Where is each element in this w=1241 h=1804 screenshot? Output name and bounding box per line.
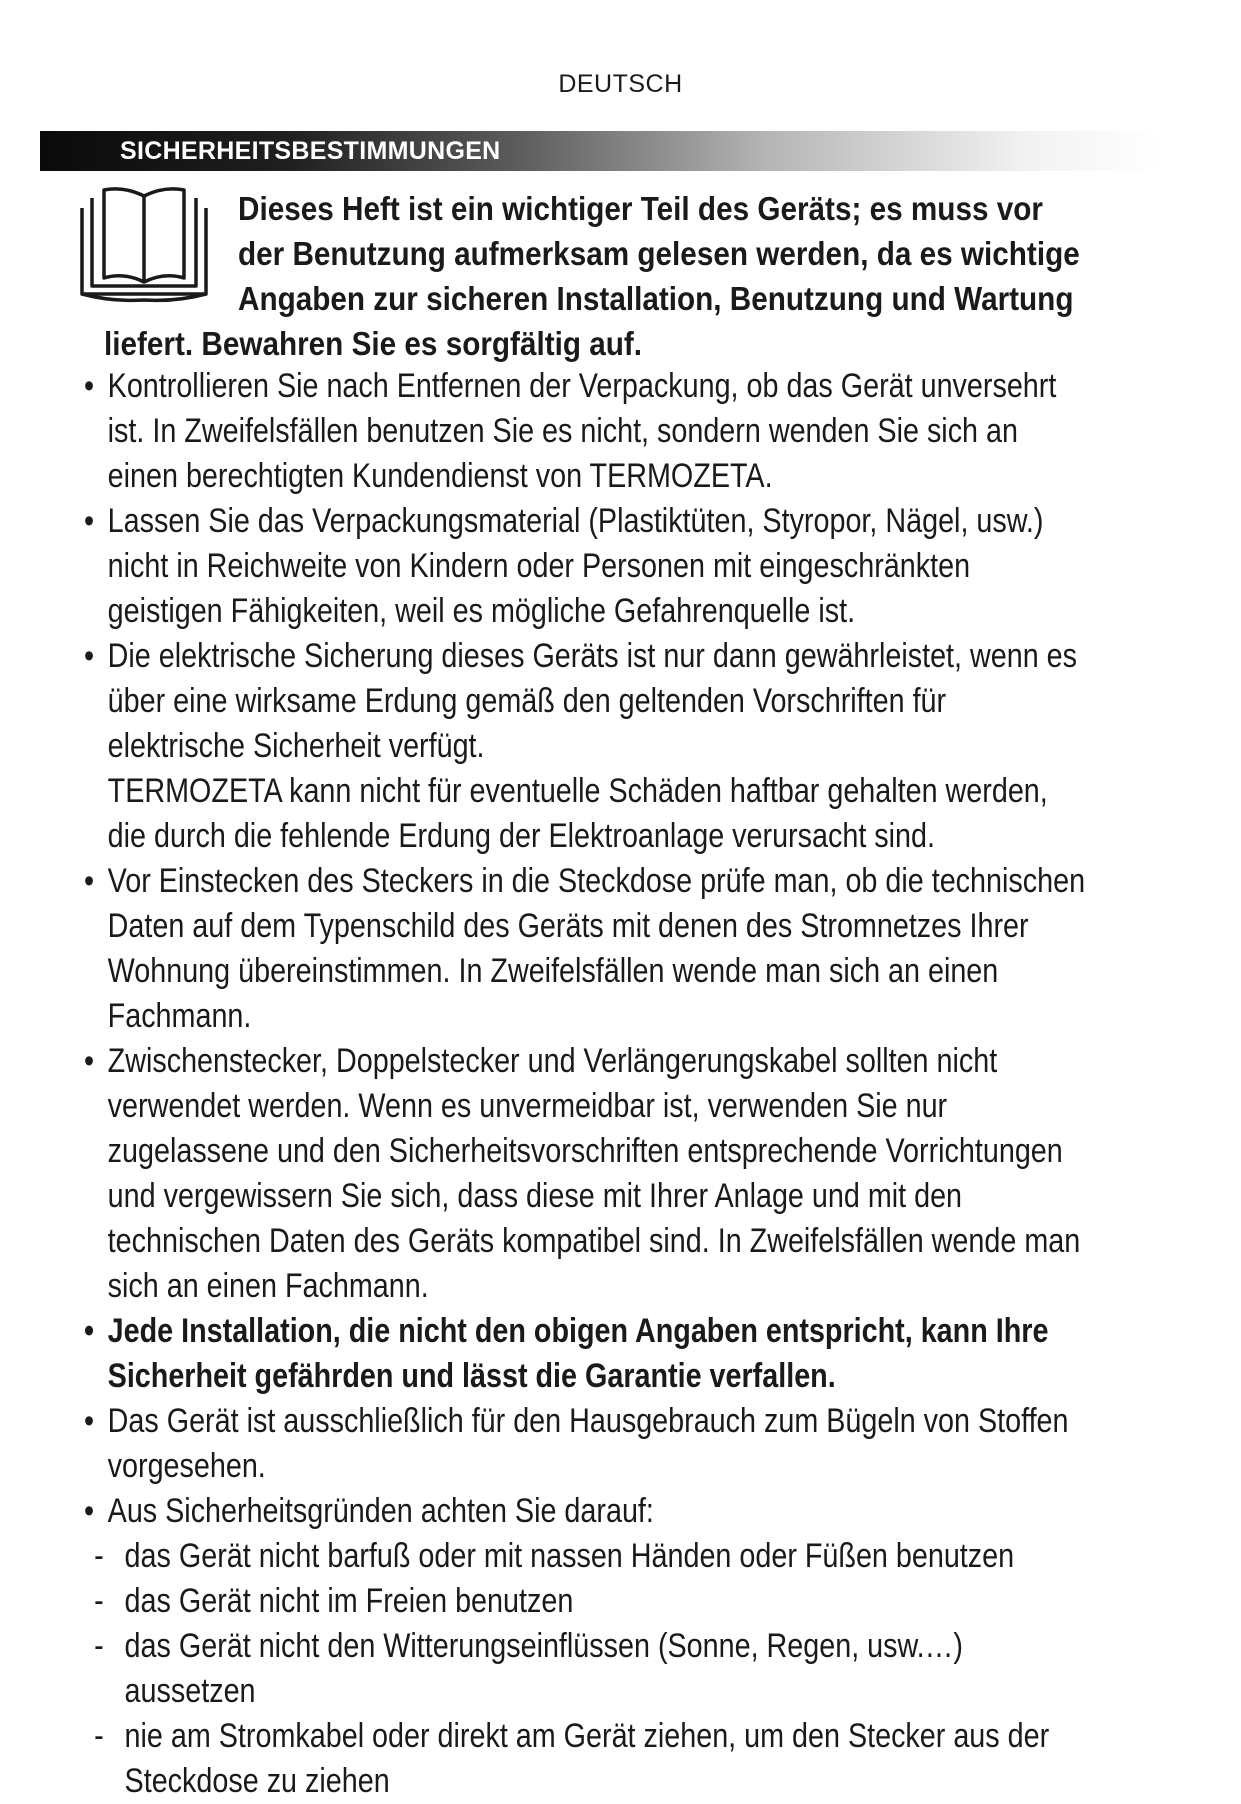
list-item (84, 634, 1085, 769)
bullet-icon: • (84, 862, 95, 900)
bullet-icon: • (84, 502, 95, 540)
dash-icon: - (94, 1717, 104, 1755)
list-item-text: Aus Sicherheitsgründen achten Sie darauf: (107, 1492, 654, 1530)
intro-line: der Benutzung aufmerksam gelesen werden, da es wichtige (238, 235, 1080, 272)
list-item (84, 1039, 1085, 1309)
book-manual-icon (78, 186, 210, 310)
intro-line: Dieses Heft ist ein wichtiger Teil des Geräts; es muss vor (238, 190, 1043, 227)
intro-paragraph (238, 186, 1084, 321)
sub-list-item (94, 1579, 1085, 1624)
list-item-text: Zwischenstecker, Doppelstecker und Verlängerungskabel sollten nicht verwendet werden. Wenn es unvermeidbar ist, verwenden Sie nur zugelassene und den Sicherheitsvorschriften entsprechende Vorrichtungen und vergewissern Sie sich, dass diese mit Ihrer Anlage und mit den technischen Daten des Geräts kompatibel sind. In Zweifelsfällen wende man sich an einen Fachmann. (107, 1042, 1081, 1305)
sub-list-item-text: das Gerät nicht im Freien benutzen (124, 1582, 574, 1620)
list-item-text: Kontrollieren Sie nach Entfernen der Verpackung, ob das Gerät unversehrt ist. In Zweifelsfällen benutzen Sie es nicht, sondern wenden Sie sich an einen berechtigten Kundendienst von TERMOZETA. (107, 367, 1057, 495)
list-item-warning (84, 1309, 1085, 1399)
list-item-text: Das Gerät ist ausschließlich für den Hausgebrauch zum Bügeln von Stoffen vorgesehen. (107, 1402, 1069, 1485)
sub-list-item-text: das Gerät nicht barfuß oder mit nassen Händen oder Füßen benutzen (124, 1537, 1015, 1575)
bullet-icon: • (84, 1402, 95, 1440)
list-item (84, 1399, 1085, 1489)
sub-list-item-text: nie am Stromkabel oder direkt am Gerät ziehen, um den Stecker aus der Steckdose zu ziehen (124, 1717, 1050, 1800)
list-item (84, 1489, 1085, 1534)
sub-list-item-text: das Gerät nicht den Witterungseinflüssen (Sonne, Regen, usw.…) aussetzen (124, 1627, 963, 1710)
page-language-header: DEUTSCH (558, 70, 683, 98)
safety-instructions-list (84, 364, 1085, 1804)
bullet-icon: • (84, 1312, 95, 1350)
sub-list-item (94, 1714, 1085, 1804)
intro-line: Angaben zur sicheren Installation, Benutzung und Wartung (238, 280, 1074, 317)
dash-icon: - (94, 1627, 104, 1665)
section-title: SICHERHEITSBESTIMMUNGEN (120, 137, 501, 165)
list-item-text: Jede Installation, die nicht den obigen Angaben entspricht, kann Ihre Sicherheit gefährden und lässt die Garantie verfallen. (107, 1312, 1049, 1395)
bullet-icon: • (84, 1042, 95, 1080)
dash-icon: - (94, 1582, 104, 1620)
bullet-icon: • (84, 637, 95, 675)
list-item-text: Die elektrische Sicherung dieses Geräts ist nur dann gewährleistet, wenn es über eine wirksame Erdung gemäß den geltenden Vorschriften für elektrische Sicherheit verfügt. (107, 637, 1078, 765)
section-title-bar (40, 131, 1160, 171)
list-item-text: Lassen Sie das Verpackungsmaterial (Plastiktüten, Styropor, Nägel, usw.) nicht in Reichweite von Kindern oder Personen mit eingeschränkten geistigen Fähigkeiten, weil es mögliche Gefahrenquelle ist. (107, 502, 1044, 630)
intro-line-last: liefert. Bewahren Sie es sorgfältig auf. (104, 325, 643, 362)
sub-list-item (94, 1624, 1085, 1714)
bullet-icon: • (84, 367, 95, 405)
list-item-continuation: TERMOZETA kann nicht für eventuelle Schäden haftbar gehalten werden, die durch die fehlende Erdung der Elektroanlage verursacht sind. (107, 772, 1048, 855)
list-item (84, 499, 1085, 634)
list-item-text: Vor Einstecken des Steckers in die Steckdose prüfe man, ob die technischen Daten auf dem Typenschild des Geräts mit denen des Stromnetzes Ihrer Wohnung übereinstimmen. In Zweifelsfällen wende man sich an einen Fachmann. (107, 862, 1086, 1035)
sub-list-item (94, 1534, 1085, 1579)
dash-icon: - (94, 1537, 104, 1575)
list-item (84, 364, 1085, 499)
bullet-icon: • (84, 1492, 95, 1530)
list-item (84, 859, 1085, 1039)
